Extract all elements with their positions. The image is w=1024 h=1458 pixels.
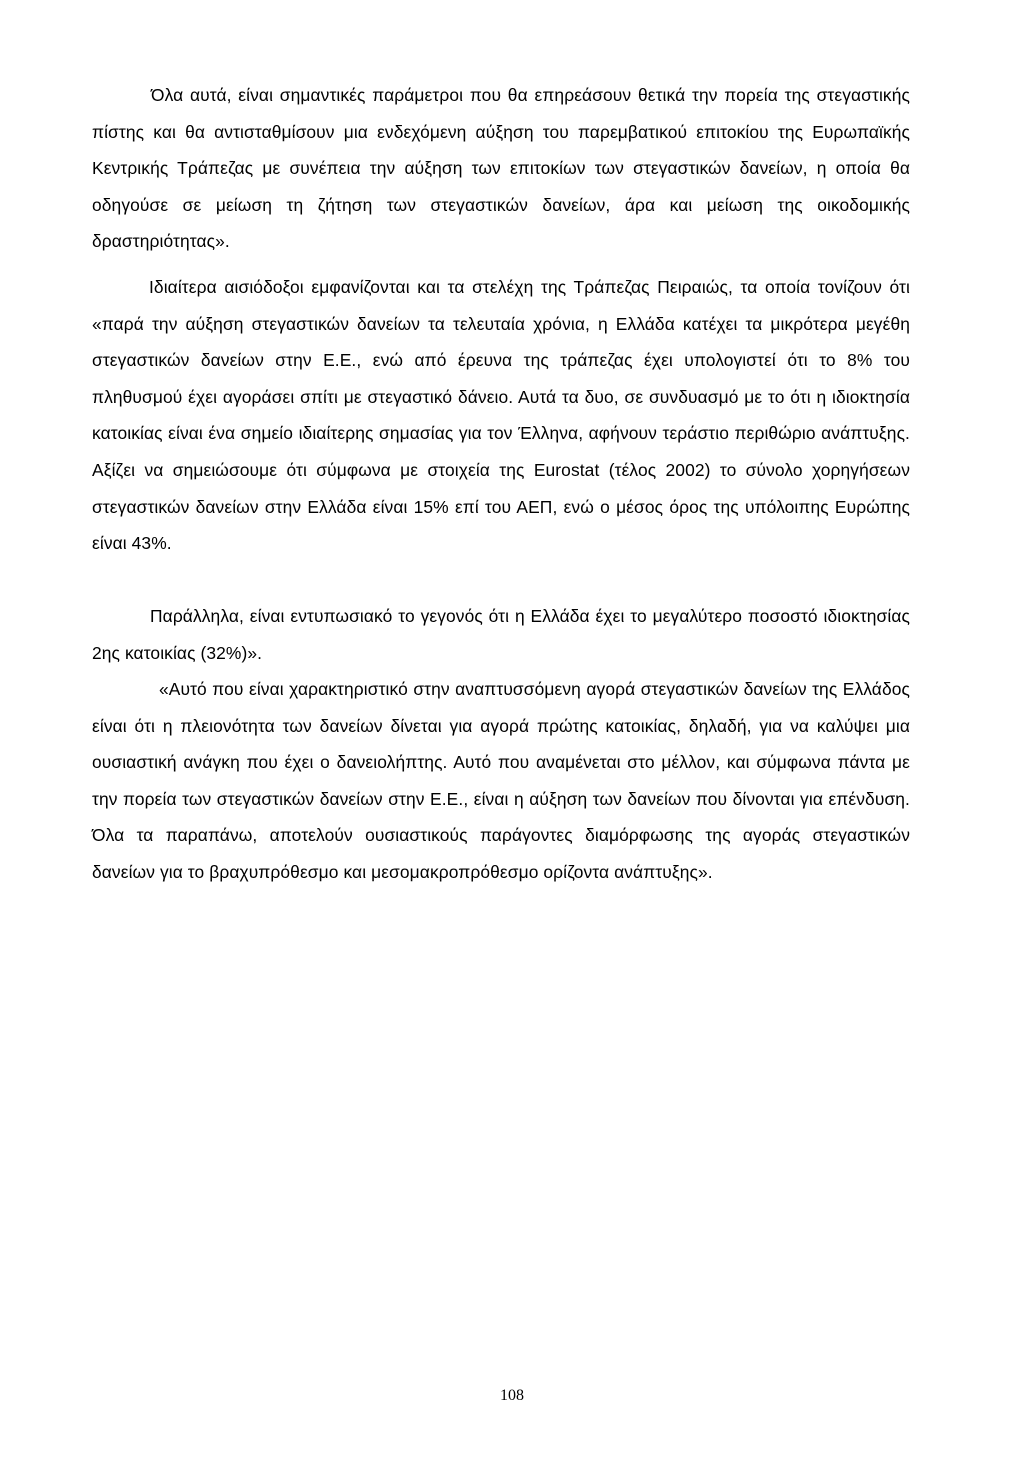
body-paragraph-1: Όλα αυτά, είναι σημαντικές παράμετροι που θα επηρεάσουν θετικά την πορεία της στεγαστικής πίστης και θα αντισταθμίσουν μια ενδεχόμενη αύξηση του παρεμβατικού επιτοκίου της Ευρωπαϊκής Κεντρικής Τράπεζας με συνέπεια την αύξηση των επιτοκίων των στεγαστικών δανείων, η οποία θα οδηγούσε σε μείωση τη ζήτηση των στεγαστικών δανείων, άρα και μείωση της οικοδομικής δραστηριότητας». [92, 85, 910, 252]
body-paragraph-2: Ιδιαίτερα αισιόδοξοι εμφανίζονται και τα στελέχη της Τράπεζας Πειραιώς, τα οποία τονίζουν ότι «παρά την αύξηση στεγαστικών δανείων τα τελευταία χρόνια, η Ελλάδα κατέχει τα μικρότερα μεγέθη στεγαστικών δανείων στην Ε.Ε., ενώ από έρευνα της τράπεζας έχει υπολογιστεί ότι το 8% του πληθυσμού έχει αγοράσει σπίτι με στεγαστικό δάνειο. Αυτά τα δυο, σε συνδυασμό με το ότι η ιδιοκτησία κατοικίας είναι ένα σημείο ιδιαίτερης σημασίας για τον Έλληνα, αφήνουν τεράστιο περιθώριο ανάπτυξης. Αξίζει να σημειώσουμε ότι σύμφωνα με στοιχεία της Eurostat (τέλος 2002) το σύνολο χορηγήσεων στεγαστικών δανείων στην Ελλάδα είναι 15% επί του ΑΕΠ, ενώ ο μέσος όρος της υπόλοιπης Ευρώπης είναι 43%. [92, 277, 910, 554]
body-paragraph-3: Παράλληλα, είναι εντυπωσιακό το γεγονός ότι η Ελλάδα έχει το μεγαλύτερο ποσοστό ιδιοκτησίας 2ης κατοικίας (32%)». [92, 606, 910, 663]
page-number: 108 [500, 1387, 524, 1404]
body-paragraph-4: «Αυτό που είναι χαρακτηριστικό στην αναπτυσσόμενη αγορά στεγαστικών δανείων της Ελλάδος είναι ότι η πλειονότητα των δανείων δίνεται για αγορά πρώτης κατοικίας, δηλαδή, για να καλύψει μια ουσιαστική ανάγκη που έχει ο δανειολήπτης. Αυτό που αναμένεται στο μέλλον, και σύμφωνα πάντα με την πορεία των στεγαστικών δανείων στην Ε.Ε., είναι η αύξηση των δανείων που δίνονται για επένδυση. Όλα τα παραπάνω, αποτελούν ουσιαστικούς παράγοντες διαμόρφωσης της αγοράς στεγαστικών δανείων για το βραχυπρόθεσμο και μεσομακροπρόθεσμο ορίζοντα ανάπτυξης». [92, 679, 910, 882]
